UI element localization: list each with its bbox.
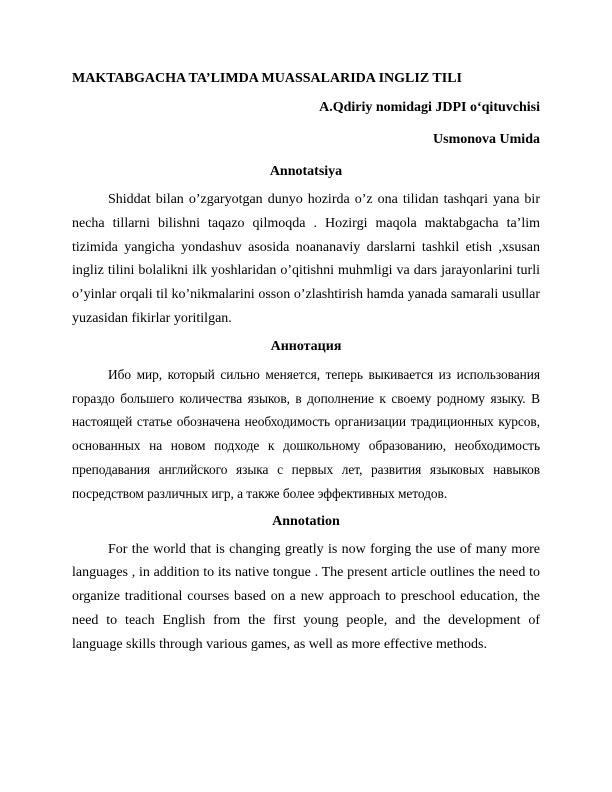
document-title: MAKTABGACHA TA’LIMDA MUASSALARIDA INGLIZ TILI: [72, 71, 462, 86]
english-abstract-text: For the world that is changing greatly is now forging the use of many more languages , in addition to its native tongue . The present article outlines the need to organize traditional courses based on a new approach to preschool education, the need to teach English from the first young people, and the development of language skills through various games, as well as more effective methods.: [72, 541, 540, 652]
section-heading-english-abstract: Annotation: [272, 513, 340, 529]
author-name: Usmonova Umida: [433, 132, 540, 147]
author-affiliation: A.Qdiriy nomidagi JDPI o‘qituvchisi: [319, 100, 540, 115]
uzbek-abstract-text: Shiddat bilan o’zgaryotgan dunyo hozirda o’z ona tilidan tashqari yana bir necha tillarni bilishni taqazo qilmoqda . Hozirgi maqola maktabgacha ta’lim tizimida yangicha yondashuv asosida noananaviy darslarni tashkil etish ,xsusan ingliz tilini bolalikni ilk yoshlaridan o’qitishni muhmligi va dars jarayonlarini turli o’yinlar orqali til ko’nikmalarini osson o’zlashtirish hamda yanada samarali usullar yuzasidan fikirlar yoritilgan.: [72, 192, 540, 326]
section-heading-russian-abstract: Аннотация: [270, 338, 342, 354]
russian-abstract-text: Ибо мир, который сильно меняется, теперь выкивается из использования гораздо большего количества языков, в дополнение к своему родному языку. В настоящей статье обозначена необходимость организации традиционных курсов, основанных на новом подходе к дошкольному образованию, необходимость преподавания английского языка с первых лет, развития языковых навыков посредством различных игр, а также более эффективных методов.: [72, 366, 540, 501]
section-heading-uzbek-abstract: Annotatsiya: [269, 164, 343, 179]
document-body: [72, 64, 540, 657]
